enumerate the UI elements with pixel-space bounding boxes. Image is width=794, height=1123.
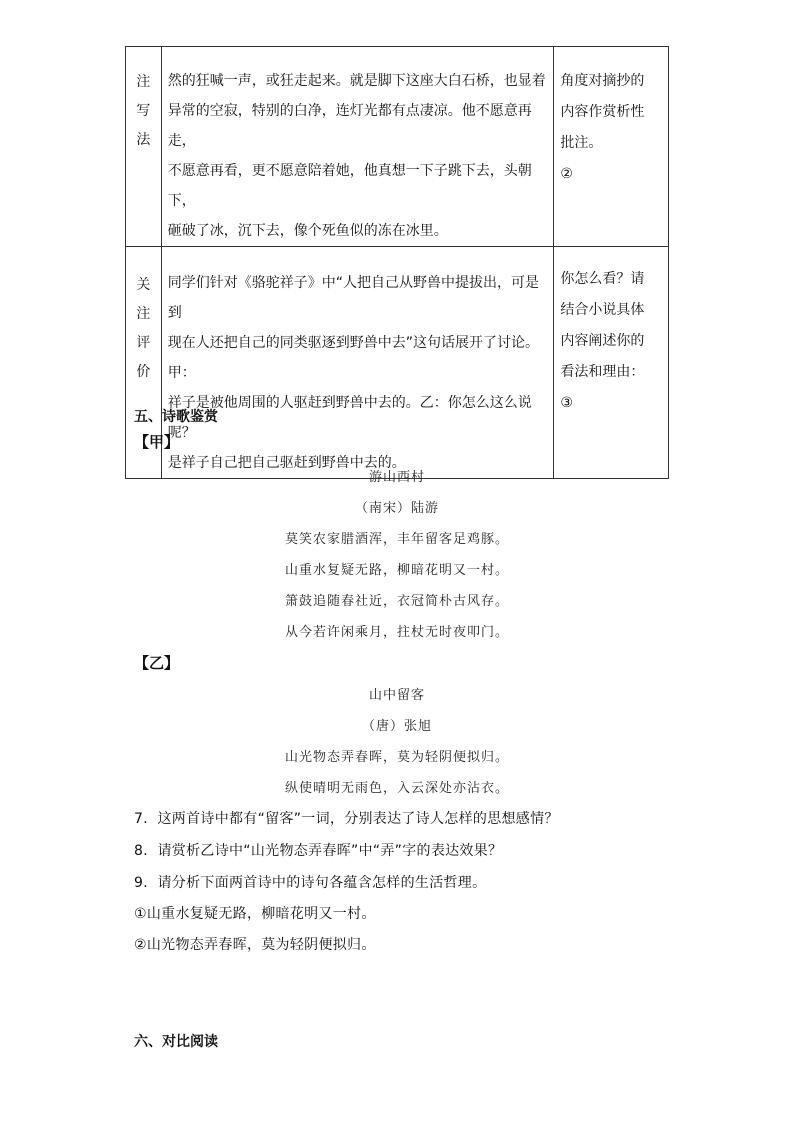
task-line: 看法和理由： [560,364,645,380]
poem-title: 游山西村 [368,470,425,485]
question-7: 7．这两首诗中都有“留客”一词，分别表达了诗人怎样的思想感情？ [134,811,559,827]
task-line: 批注。 [560,135,603,151]
category-char: 价 [136,364,151,380]
category-char: 法 [136,132,151,148]
poem-marker: 【乙】 [134,654,180,672]
task-line: 内容作赏析性 [560,104,645,120]
question-9-item: ①山重水复疑无路，柳暗花明又一村。 [134,906,376,922]
category-cell [126,47,162,247]
content-line: 然的狂喊一声，或狂走起来。就是脚下这座大白石桥，也显着 [167,73,546,89]
poem-marker: 【甲】 [134,433,180,451]
content-line: 是祥子自己把自己驱赶到野兽中去的。 [167,455,406,471]
task-line: 内容阐述你的 [560,333,645,349]
content-line: 砸破了冰，沉下去，像个死鱼似的冻在冰里。 [167,223,448,239]
poem-line: 山光物态弄春晖，莫为轻阴便拟归。 [284,750,509,765]
content-line: 同学们针对《骆驼祥子》中“人把自己从野兽中提拔出，可是到 [167,275,540,321]
question-9: 9．请分析下面两首诗中的诗句各蕴含怎样的生活哲理。 [134,875,487,891]
content-cell [161,47,554,247]
table-row [126,247,669,479]
task-line: 结合小说具体 [560,302,645,318]
task-cell [554,247,669,479]
poem-line: 箫鼓追随春社近，衣冠简朴古风存。 [284,594,509,609]
category-char: 注 [136,306,151,322]
poem-line: 纵使晴明无雨色，入云深处亦沾衣。 [284,781,509,796]
task-line: 角度对摘抄的 [560,73,645,89]
content-cell [161,247,554,479]
answer-blank-number: ③ [560,395,573,411]
question-9-item: ②山光物态弄春晖，莫为轻阴便拟归。 [134,937,376,953]
category-char: 注 [136,74,151,90]
section-heading: 五、诗歌鉴赏 [134,409,218,425]
task-cell [554,47,669,247]
category-char: 评 [136,335,151,351]
poem-line: 山重水复疑无路，柳暗花明又一村。 [284,563,509,578]
poem-title: 山中留客 [368,688,425,703]
answer-blank-number: ② [560,166,573,182]
table-row [126,47,669,247]
category-char: 写 [136,103,151,119]
content-line: 异常的空寂，特别的白净，连灯光都有点凄凉。他不愿意再走， [167,103,532,149]
poem-line: 从今若许闲乘月，拄杖无时夜叩门。 [284,625,509,640]
content-line: 不愿意再看，更不愿意陪着她，他真想一下子跳下去，头朝下， [167,163,532,209]
task-line: 你怎么看？请 [560,271,645,287]
poem-line: 莫笑农家腊酒浑，丰年留客足鸡豚。 [284,532,509,547]
content-line: 祥子是被他周围的人驱赶到野兽中去的。乙：你怎么这么说呢？ [167,395,532,441]
poem-author: （唐）张旭 [361,719,432,734]
category-char: 关 [136,277,151,293]
question-8: 8．请赏析乙诗中“山光物态弄春晖”中“弄”字的表达效果？ [134,843,503,859]
content-line: 现在人还把自己的同类驱逐到野兽中去”这句话展开了讨论。甲： [167,335,540,381]
poem-author: （南宋）陆游 [354,501,439,516]
section-heading: 六、对比阅读 [134,1034,218,1050]
